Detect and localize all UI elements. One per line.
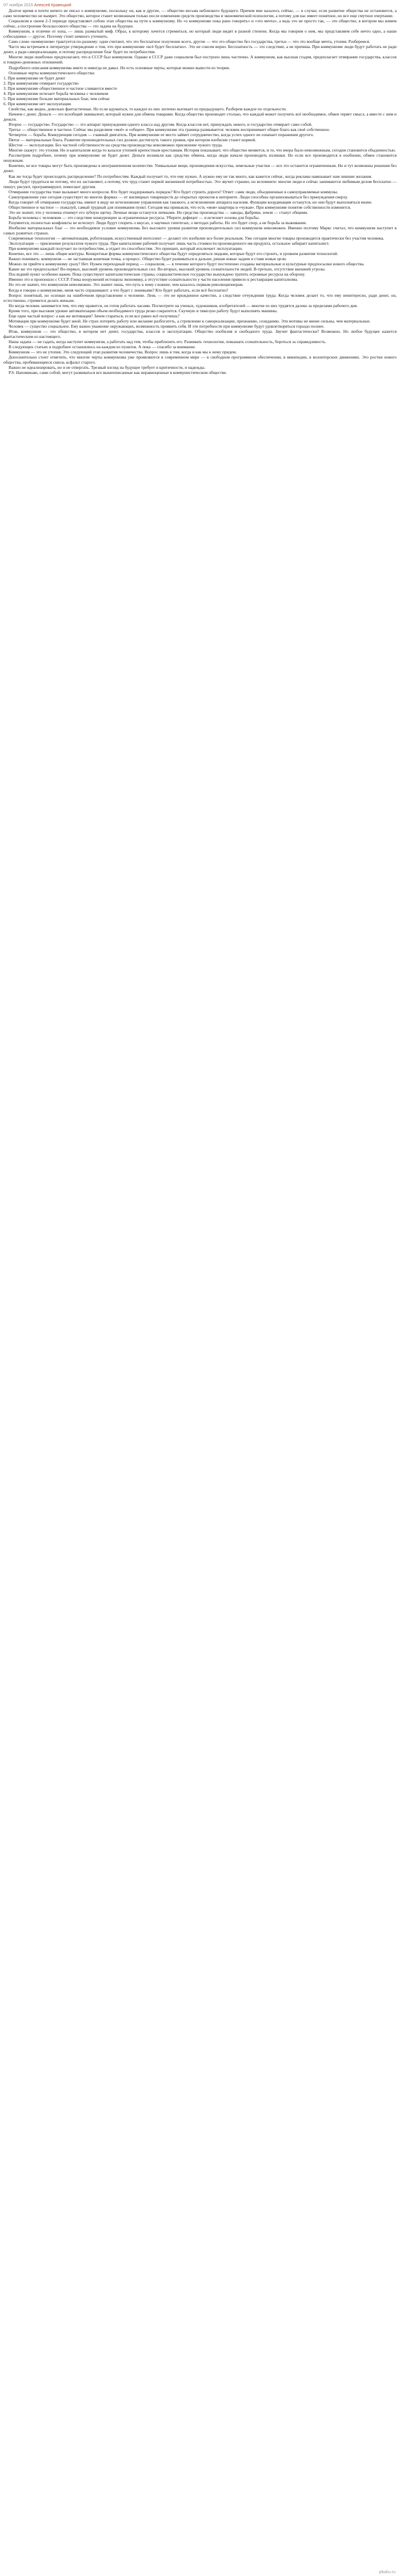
paragraph: Какие же это предпосылки? Во-первых, высокий уровень производительных сил. Во-вторых, высокий уровень сознательности людей. В-третьих, отсутствие внешней угрозы. xyxy=(9,266,326,272)
paragraph: Р.S. Напоминаю, сами собой, могут развиваться все вышеописанные как неравноценные в коммунистическом обществе. xyxy=(9,370,227,376)
paragraph: Важно не идеализировать, но и не отвергать. Трезвый взгляд на будущее требует и критичности, и надежды. xyxy=(9,365,206,371)
paragraph: Важно понимать: коммунизм — не застывшая конечная точка, а процесс. Общество будет развиваться и дальше, решая новые задачи и ставя новые цели. xyxy=(9,256,287,262)
paragraph: Коммунизм, в отличие от нэпа, — лишь размытый миф. Образ, к которому хочется стремиться, но который люди видят в разной степени. Когда мы говорим о нем, мы представляем себе нечто одно, а наши собеседники — другое. Поэтому стоит немного уточнить. xyxy=(3,29,397,39)
paragraph: Социализм в своем 2-3 периоде представляет собою этап общества на пути к коммунизму. Но «о коммунизме пока рано говорить» и «это мечта», а ведь это не просто так, — это общество, в котором мы живем сейчас, а построение бесклассового общества — это задача на будущее. xyxy=(3,18,397,29)
post-date: 07 ноября 2015 xyxy=(3,2,33,7)
paragraph: Когда я говорю о коммунизме, меня часто спрашивают: а что будет с ленивыми? Кто будет работать, если всё бесплатно? xyxy=(9,287,229,293)
paragraph: Вопрос понятный, но основан на ошибочном представлении о человеке. Лень — это не врожденное качество, а следствие отчуждения труда. Когда человек делает то, что ему неинтересно, ради денег, он, естественно, стремится делать меньше. xyxy=(3,292,397,303)
paragraph: При коммунизме каждый получает по потребностям, а отдает по способностям. Это принцип, который исключает эксплуатацию. xyxy=(9,246,243,252)
paragraph: Основные черты коммунистического общества: xyxy=(9,70,95,75)
paragraph: Общественное и частное — пожалуй, самый трудный для понимания пункт. Сегодня мы привыкли, что есть «моя» квартира и «чужая». При коммунизме понятие собственности изменится. xyxy=(9,204,351,210)
paragraph: Эксплуатация — присвоение результатов чужого труда. При капитализме рабочий получает лишь часть стоимости произведенного им продукта, остальное забирает капиталист. xyxy=(9,241,330,246)
list-item: 3. При коммунизме общественное и частное сливаются вместе xyxy=(3,85,117,91)
paragraph: Многие люди ошибочно предполагают, что в СССР был коммунизм. Однако в СССР даже социализм был построен лишь частично. А коммунизм, как высшая стадия, предполагает отмирание государства, классов и товарно-денежных отношений. xyxy=(3,54,397,65)
paragraph: Наша задача — не гадать, когда наступит коммунизм, а работать над тем, чтобы приблизить его. Развивать технологии, повышать сознательность, бороться за справедливость. xyxy=(9,339,326,344)
paragraph: Когда говорят об отмирании государства, имеют в виду не исчезновение управления как такового, а исчезновение аппарата насилия. Функции координации останутся, но они будут выполняться иначе. xyxy=(9,199,373,205)
paragraph: Но это не значит, что коммунизм невозможен. Это значит лишь, что путь к нему сложнее, чем казалось первым революционерам. xyxy=(9,282,243,288)
list-item: 2. При коммунизме отмирает государство xyxy=(3,80,79,86)
paragraph: Современные технологии — автоматизация, роботизация, искусственный интеллект — делают это изобилие все более реальным. Уже сегодня многие товары производятся практически без участия человека. xyxy=(9,236,385,241)
paragraph: Долгое время я почти ничего не писал о коммунизме, поскольку он, как и другие, — общество весьма неблизкого будущего. Причем мне казалось сейчас, — в случае, если развитие общества не остановится, а само человечество не вымрет. Это общество, которое станет возможным только после изменения средств производства и экономической психологии, а потому для нас имеет понятное, но все еще смутное очертание. xyxy=(3,8,397,19)
paragraph: Как же тогда будет происходить распределение? По потребностям. Каждый получает то, что ему нужно. А нужно ему не так много, как кажется сейчас, когда реклама навязывает нам лишние желания. xyxy=(9,173,373,179)
paragraph: Пятое — материальные блага. Развитие производительных сил должно достигнуть такого уровня, при котором изобилие станет нормой. xyxy=(9,137,257,143)
article-body xyxy=(3,8,397,375)
paragraph: Еще один частый вопрос: а как же мотивация? Зачем стараться, если все равно всё получишь? xyxy=(9,313,180,318)
paragraph: Отмирание государства тоже вызывает много вопросов. Кто будет поддерживать порядок? Кто будет строить дороги? Ответ: сами люди, объединенные в самоуправляемые коммуны. xyxy=(9,189,338,194)
list-item: 1. При коммунизме не будет денег xyxy=(3,75,66,81)
paragraph: Подробного описания коммунизма никто и никогда не давал. Но есть основные черты, которые можно вывести из теории. xyxy=(9,65,230,70)
paragraph: Люди будут трудиться не потому, что их заставляют, а потому, что труд станет первой жизненной потребностью. Это звучит странно, но вспомните: многие люди и сейчас занимаются любимым делом бесплатно — пишут, рисуют, программируют, помогают другим. xyxy=(3,178,397,189)
paragraph: Итак, коммунизм — это общество, в котором нет денег, государства, классов и эксплуатации. Общество изобилия и свободного труда. Звучит фантастически? Возможно. Но любое будущее кажется фантастическим из настоящего. xyxy=(3,328,397,339)
paragraph: Конечно, все это — лишь общие контуры. Конкретные формы коммунистического общества будут определяться людьми, которые будут его строить, и уровнем развития технологий. xyxy=(9,251,338,257)
paragraph: Но когда человек занимается тем, что ему нравится, он готов работать часами. Посмотрите на ученых, художников, изобретателей — многие из них трудятся далеко за пределами рабочего дня. xyxy=(9,302,358,308)
paragraph: Разумеется, полностью конфликты не исчезнут. Люди будут спорить о вкусах, о научных гипотезах, о методах работы. Но это будет спор, а не борьба за выживание. xyxy=(9,220,307,225)
paragraph: Это не значит, что у человека отнимут его зубную щетку. Личные вещи останутся личными. Но средства производства — заводы, фабрики, земля — станут общими. xyxy=(9,209,309,215)
paragraph: Дополнительно стоит отметить, что многие черты коммунизма уже проявляются в современном мире — в свободном программном обеспечении, в википедии, в волонтерских движениях. Это ростки нового общества, пробивающиеся сквозь асфальт старого. xyxy=(3,355,397,365)
paragraph: Начнем с денег. Деньги — это всеобщий эквивалент, который нужен для обмена товарами. Когда общество производит столько, что каждый может получить всё необходимое, обмен теряет смысл, а вместе с ним и деньги. xyxy=(3,111,397,122)
paragraph: Второе — государство. Государство — это аппарат принуждения одного класса над другим. Когда классов нет, принуждать некого, и государство отмирает само собой. xyxy=(9,122,313,128)
paragraph: Третье — общественное и частное. Сейчас мы разделяем «моё» и «общее». При коммунизме эта граница размывается: человек воспринимает общее благо как своё собственное. xyxy=(9,127,330,133)
paragraph: Человек — существо социальное. Ему важно уважение окружающих, возможность проявить себя. И эти потребности при коммунизме будут удовлетворяться гораздо полнее. xyxy=(9,323,325,329)
paragraph: Шестое — эксплуатация. Без частной собственности на средства производства невозможно присвоение чужого труда. xyxy=(9,142,223,148)
list-item: 6. При коммунизме нет эксплуатации xyxy=(3,101,71,106)
paragraph: Само слово «коммунизм» трактуется по-разному: одни считают, что это бесплатное получение всего, другие — что это общество без государства, третьи — что это вообще мечта, утопия. Разберемся. xyxy=(9,39,370,45)
list-item: 4. При коммунизме исчезает борьба человека с человеком xyxy=(3,90,109,96)
paragraph: Четвертое — борьба. Конкуренция сегодня — главный двигатель. При коммунизме ее место займет сотрудничество, когда успех одного не означает поражения другого. xyxy=(9,132,314,138)
paragraph: Кроме того, при высоком уровне автоматизации объем необходимого труда резко сократится. Скучную и тяжелую работу будут выполнять машины. xyxy=(9,308,278,313)
paragraph: Коммунизм — это не утопия. Это следующий этап развития человечества. Вопрос лишь в том, когда и как мы к нему придем. xyxy=(9,349,237,355)
paragraph: Борьба человека с человеком — это следствие конкуренции за ограниченные ресурсы. Уберите дефицит — и исчезнет основа для борьбы. xyxy=(9,214,260,220)
paragraph: Конечно, не все товары могут быть произведены в неограниченном количестве. Уникальные вещи, произведения искусства, земельные участки — все это останется ограниченным. Но и тут возможны решения без денег. xyxy=(3,163,397,174)
post-meta xyxy=(3,2,397,7)
paragraph: Можно ли прийти к коммунизму сразу? Нет. Нужен переходный период — социализм, — в течение которого будут постепенно созданы материальные и культурные предпосылки нового общества. xyxy=(9,261,365,267)
paragraph: Свойства, как видно, довольно фантастичные. Но если вдуматься, то каждое из них логично вытекает из предыдущего. Разберем каждое по отдельности. xyxy=(9,106,287,112)
paragraph: Рассмотрим подробнее, почему при коммунизме не будет денег. Деньги возникли как средство обмена, когда люди начали производить излишки. Но если все производится в изобилии, обмен становится ненужным. xyxy=(3,153,397,164)
paragraph: Изобилие материальных благ — это необходимое условие коммунизма. Без высокого уровня развития производительных сил коммунизм невозможен. Именно поэтому Маркс считал, что коммунизм наступит в самых развитых странах. xyxy=(3,225,397,236)
paragraph: Многие скажут: это утопия. Но и капитализм когда-то казался утопией крепостным крестьянам. История показывает, что общество меняется, и то, что вчера было невозможным, сегодня становится обыденностью. xyxy=(9,148,396,153)
paragraph: Мотивация при коммунизме будет иной. Не страх потерять работу или желание разбогатеть, а стремление к самореализации, признанию, созиданию. Эти мотивы не менее сильны, чем материальные. xyxy=(9,318,371,324)
paragraph: Часто мы встречаем в литературе утверждение о том, что при коммунизме «всё будет бесплатно». Это не совсем верно. Бесплатность — это следствие, а не причина. При коммунизме люди будут работать не ради денег, а ради самореализации, и потому распределение благ будет по потребностям. xyxy=(3,44,397,55)
article xyxy=(3,2,397,375)
list-item: 5. При коммунизме больше материальных благ, чем сейчас xyxy=(3,95,110,101)
paragraph: Именно это и произошло с СССР. Гонка вооружений истощила экономику, а отсутствие сознательности у части населения привело к реставрации капитализма. xyxy=(9,277,298,282)
feature-list xyxy=(3,75,397,106)
site-watermark: pikabu.ru xyxy=(379,2570,395,2574)
paragraph: В следующих статьях я подробнее остановлюсь на каждом из пунктов. А пока — спасибо за внимание. xyxy=(9,344,196,350)
author-link[interactable]: Алексей Кравецкий xyxy=(34,2,71,7)
paragraph: Последний пункт особенно важен. Пока существуют капиталистические страны, социалистическое государство вынуждено тратить огромные ресурсы на оборону. xyxy=(9,272,306,277)
paragraph: Самоуправление уже сегодня существует во многих формах — от жилищных товариществ до открытых проектов в интернете. Люди способны организовываться без принуждения сверху. xyxy=(9,194,348,200)
